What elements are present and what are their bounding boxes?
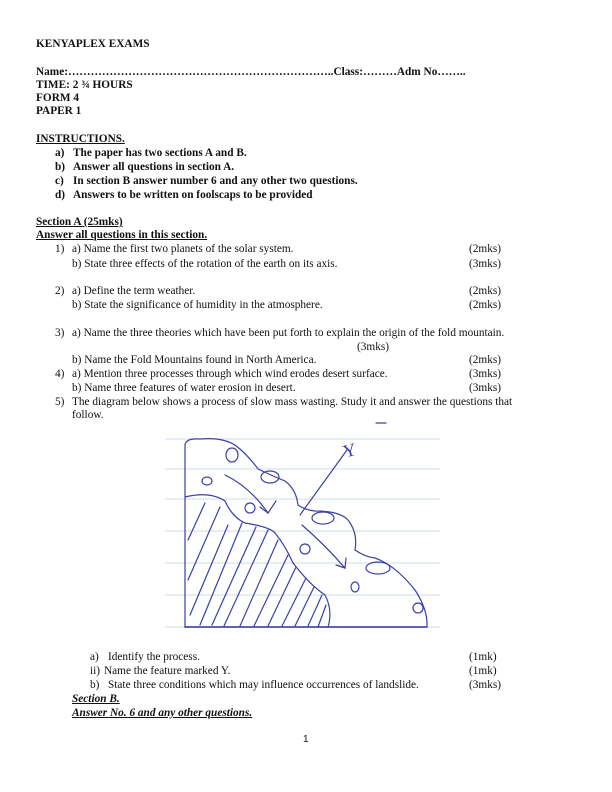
sub-question-label: ii) [90, 665, 101, 677]
instruction-label: d) [55, 189, 66, 201]
section-b-heading: Section B. [72, 693, 120, 705]
question-marks: (3mks) [469, 258, 502, 270]
sub-question-label: b) [90, 679, 100, 691]
label-y: Y [340, 438, 359, 462]
instruction-label: c) [55, 175, 64, 187]
instruction-text: The paper has two sections A and B. [73, 147, 247, 159]
question-marks: (3mks) [469, 382, 502, 394]
question-text: b) State the significance of humidity in the atmosphere. [72, 299, 323, 311]
question-text: a) Mention three processes through which wind erodes desert surface. [72, 368, 388, 380]
page-number: 1 [303, 734, 309, 745]
form-line: FORM 4 [36, 92, 79, 104]
question-marks: (2mks) [469, 285, 502, 297]
question-marks: (2mks) [469, 299, 502, 311]
exam-title: KENYAPLEX EXAMS [36, 38, 150, 50]
instruction-text: Answer all questions in section A. [73, 161, 235, 173]
question-text: b) State three effects of the rotation of the earth on its axis. [72, 258, 338, 270]
slope-outline [185, 439, 427, 627]
bedrock-hatching [188, 503, 326, 627]
slope-sketch [185, 423, 427, 627]
sub-question-marks: (1mk) [469, 651, 497, 663]
question-text: a) Name the three theories which have been put forth to explain the origin of the fold mountain. [72, 327, 505, 339]
question-text: b) Name the Fold Mountains found in North America. [72, 354, 317, 366]
section-a-subheading: Answer all questions in this section. [36, 229, 208, 241]
sub-question-text: Identify the process. [108, 651, 200, 663]
question-number: 2) [55, 285, 65, 297]
ruled-lines [165, 439, 440, 627]
sub-question-marks: (1mk) [469, 665, 497, 677]
instruction-text: In section B answer number 6 and any other two questions. [73, 175, 358, 187]
question-text: The diagram below shows a process of slow mass wasting. Study it and answer the questions that [72, 396, 513, 408]
question-text: b) Name three features of water erosion in desert. [72, 382, 296, 394]
sub-question-label: a) [90, 651, 99, 663]
section-b-subheading: Answer No. 6 and any other questions. [72, 707, 253, 719]
question-text: a) Define the term weather. [72, 285, 196, 297]
question-number: 3) [55, 327, 65, 339]
y-pointer-line [300, 450, 347, 515]
instruction-label: a) [55, 147, 65, 159]
instruction-text: Answers to be written on foolscaps to be provided [73, 189, 313, 201]
question-marks: (2mks) [469, 354, 502, 366]
question-text-continued: follow. [72, 409, 104, 421]
question-number: 4) [55, 368, 65, 380]
paper-line: PAPER 1 [36, 105, 82, 117]
question-marks: (3mks) [469, 368, 502, 380]
question-text: a) Name the first two planets of the solar system. [72, 243, 294, 255]
sub-question-text: Name the feature marked Y. [104, 665, 231, 677]
time-line: TIME: 2 ¾ HOURS [36, 79, 133, 91]
sub-question-marks: (3mks) [469, 679, 502, 691]
section-a-heading: Section A (25mks) [36, 216, 123, 228]
sub-question-text: State three conditions which may influence occurrences of landslide. [108, 679, 419, 691]
instruction-label: b) [55, 161, 66, 173]
mass-wasting-diagram [150, 415, 450, 645]
name-class-adm-line: Name:……………………………………………………………..Class:………Adm No…….. [36, 66, 466, 78]
instructions-heading: INSTRUCTIONS. [36, 133, 125, 145]
question-number: 1) [55, 243, 65, 255]
question-marks: (2mks) [469, 243, 502, 255]
question-marks: (3mks) [357, 341, 390, 353]
question-number: 5) [55, 396, 65, 408]
